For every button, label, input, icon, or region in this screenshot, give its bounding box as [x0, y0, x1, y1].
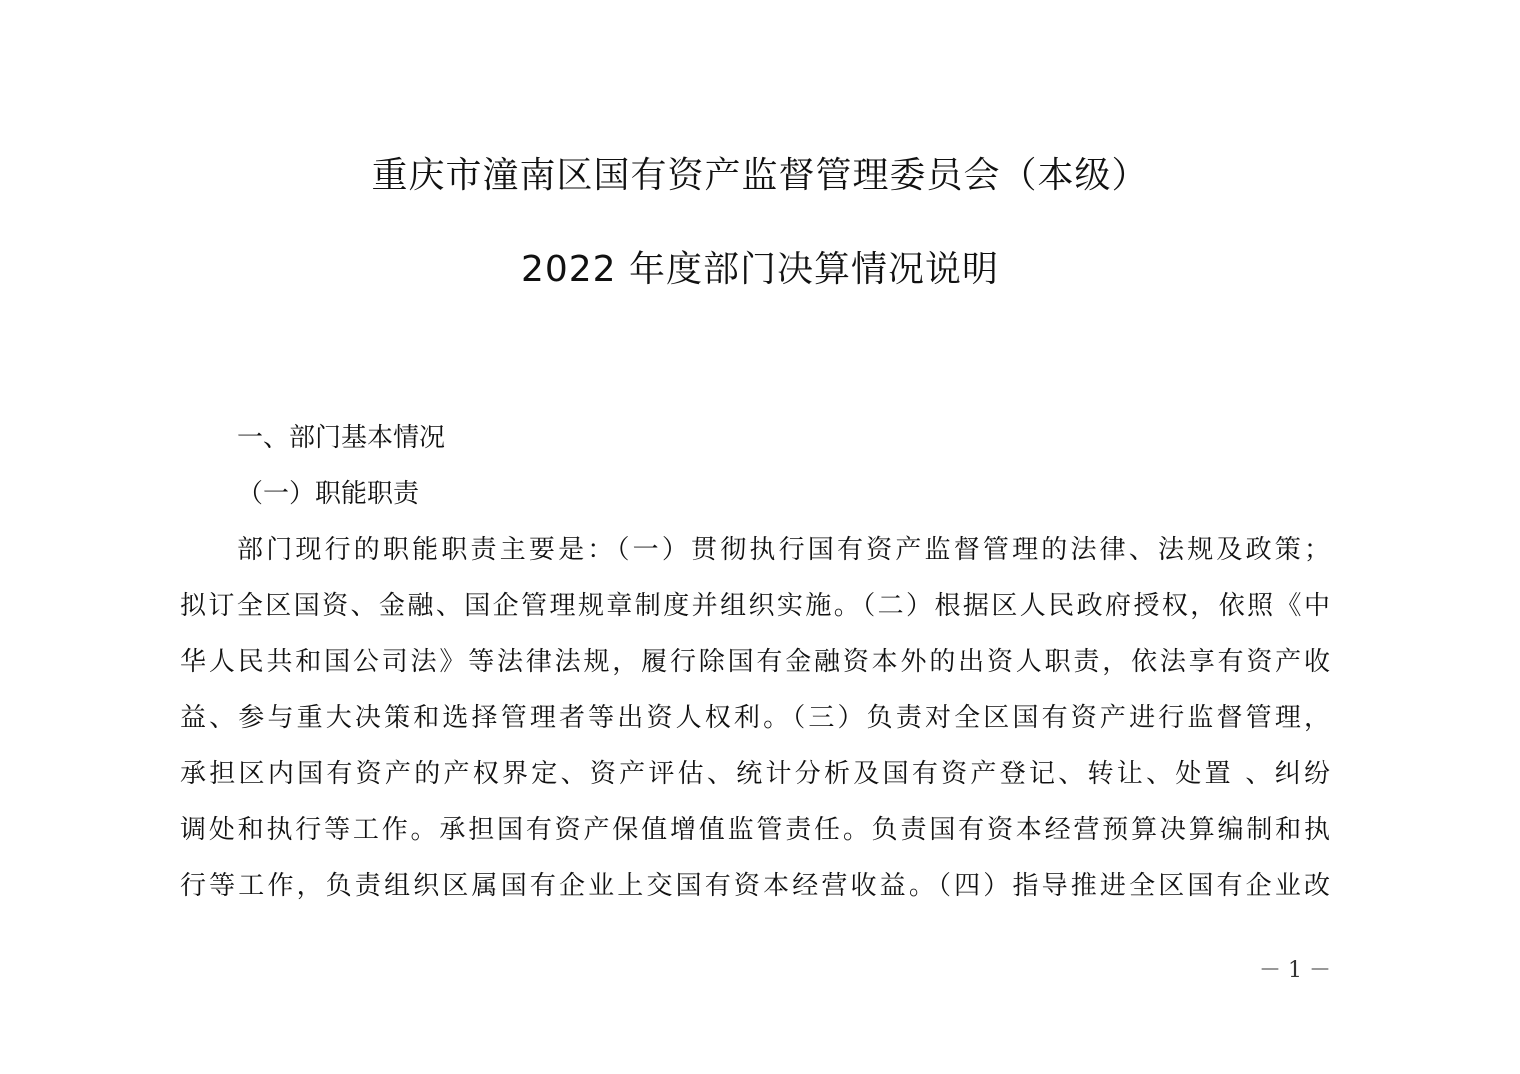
- document-title-line-2: 2022 年度部门决算情况说明: [520, 249, 1000, 290]
- body-paragraph-line: 益、参与重大决策和选择管理者等出资人权利。（三）负责对全区国有资产进行监督管理，: [180, 703, 1330, 733]
- body-paragraph-line: 拟订全区国资、金融、国企管理规章制度并组织实施。（二）根据区人民政府授权，依照《中: [180, 591, 1330, 621]
- body-paragraph-line: 行等工作，负责组织区属国有企业上交国有资本经营收益。（四）指导推进全区国有企业改: [180, 871, 1330, 901]
- body-paragraph-line: 承担区内国有资产的产权界定、资产评估、统计分析及国有资产登记、转让、处置 、纠纷: [180, 759, 1330, 789]
- page-number: － 1 －: [1259, 958, 1331, 983]
- body-paragraph-line: 部门现行的职能职责主要是：（一）贯彻执行国有资产监督管理的法律、法规及政策；: [237, 535, 1330, 565]
- body-paragraph-line: 调处和执行等工作。承担国有资产保值增值监管责任。负责国有资本经营预算决算编制和执: [180, 815, 1330, 845]
- body-paragraph-line: 华人民共和国公司法》等法律法规，履行除国有金融资本外的出资人职责，依法享有资产收: [180, 647, 1330, 677]
- document-title-line-1: 重庆市潼南区国有资产监督管理委员会（本级）: [371, 155, 1149, 196]
- section-heading: 一、部门基本情况: [237, 423, 446, 453]
- subsection-heading: （一）职能职责: [237, 479, 420, 509]
